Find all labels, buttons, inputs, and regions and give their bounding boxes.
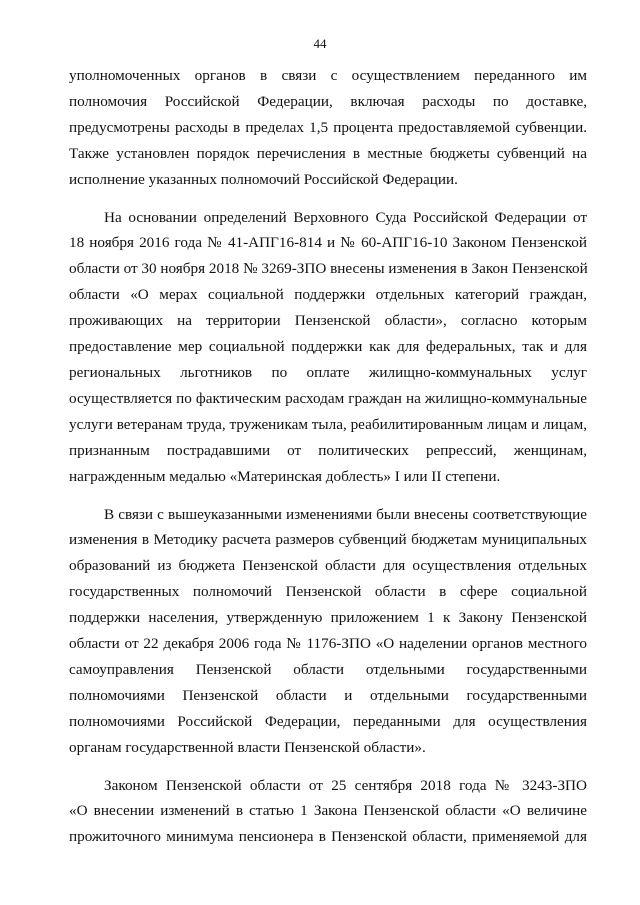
paragraph-2 (69, 205, 587, 490)
text-line: уполномоченных органов в связи с осуществлением переданного им (69, 67, 587, 84)
text-line: исполнение указанных полномочий Российской Федерации. (69, 170, 458, 188)
text-line: полномочиями Пензенской области и отдельными государственными (69, 686, 587, 704)
text-line: «О внесении изменений в статью 1 Закона Пензенской области «О величине (69, 802, 587, 820)
text-line: области от 22 декабря 2006 года № 1176-ЗПО «О наделении органов местного (69, 635, 587, 653)
text-line: полномочия Российской Федерации, включая расходы по доставке, (69, 92, 587, 110)
paragraph-3 (69, 502, 587, 761)
text-line: области от 30 ноября 2018 № 3269-ЗПО внесены изменения в Закон Пензенской (69, 260, 588, 278)
text-line: полномочиями Российской Федерации, переданными для осуществления (69, 712, 587, 730)
text-line: 18 ноября 2016 года № 41-АПГ16-814 и № 60-АПГ16-10 Законом Пензенской (69, 234, 587, 252)
text-line: изменения в Методику расчета размеров субвенций бюджетам муниципальных (69, 531, 587, 549)
text-line: поддержки населения, утвержденную приложением 1 к Закону Пензенской (69, 609, 587, 627)
document-body (69, 63, 587, 850)
text-line: региональных льготников по оплате жилищно-коммунальных услуг (69, 363, 587, 381)
text-line: органам государственной власти Пензенской области». (69, 738, 426, 756)
text-line: предусмотрены расходы в пределах 1,5 процента предоставляемой субвенции. (69, 118, 587, 136)
text-line: Также установлен порядок перечисления в местные бюджеты субвенций на (69, 144, 587, 162)
paragraph-4 (69, 773, 587, 851)
paragraph-1 (69, 63, 587, 193)
text-line: государственных полномочий Пензенской области в сфере социальной (69, 583, 587, 601)
text-line: На основании определений Верховного Суда Российской Федерации от (104, 208, 587, 226)
page-number: 44 (313, 36, 327, 51)
text-line: прожиточного минимума пенсионера в Пензенской области, применяемой для (69, 828, 587, 846)
text-line: осуществляется по фактическим расходам граждан на жилищно-коммунальные (69, 389, 587, 407)
text-line: области «О мерах социальной поддержки отдельных категорий граждан, (69, 286, 587, 304)
text-line: признанным пострадавшими от политических репрессий, женщинам, (69, 441, 587, 459)
text-line: самоуправления Пензенской области отдельными государственными (69, 660, 587, 678)
text-line: услуги ветеранам труда, труженикам тыла, реабилитированным лицам и лицам, (69, 415, 587, 433)
text-line: образований из бюджета Пензенской области для осуществления отдельных (69, 557, 587, 575)
text-line: Законом Пензенской области от 25 сентября 2018 года № 3243-ЗПО (104, 776, 587, 794)
text-line: В связи с вышеуказанными изменениями были внесены соответствующие (104, 505, 587, 523)
text-line: предоставление мер социальной поддержки как для федеральных, так и для (69, 338, 587, 356)
text-line: проживающих на территории Пензенской области», согласно которым (69, 312, 587, 330)
text-line: награжденным медалью «Материнская доблесть» I или II степени. (69, 467, 501, 485)
